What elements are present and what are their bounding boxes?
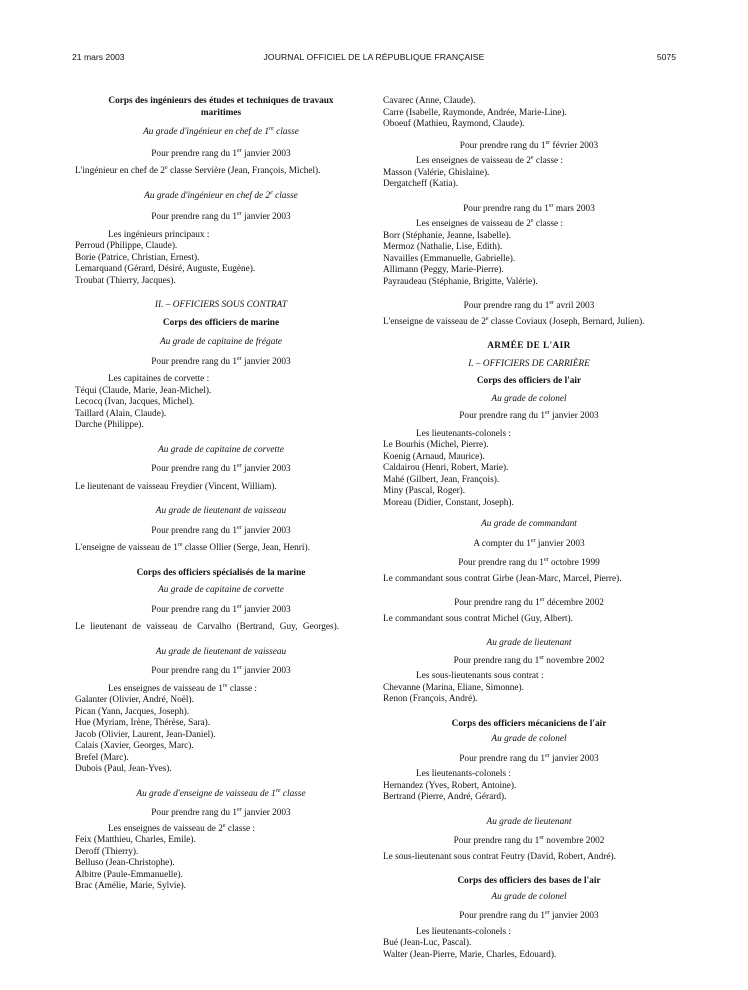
appointment-entry: Le commandant sous contrat Michel (Guy, Albert).	[383, 613, 573, 624]
name-entry: Darche (Philippe).	[75, 420, 144, 430]
grade-heading: Au grade de lieutenant de vaisseau	[155, 646, 287, 657]
name-entry: Caldairou (Henri, Robert, Marie).	[383, 463, 509, 473]
name-entry: Bertrand (Pierre, André, Gérard).	[383, 792, 507, 802]
name-entry: Walter (Jean-Pierre, Marie, Charles, Edouard).	[383, 949, 557, 960]
name-entry: Troubat (Thierry, Jacques).	[75, 275, 176, 286]
army-title: ARMÉE DE L'AIR	[487, 341, 571, 351]
list-label: Les enseignes de vaisseau de 2e classe :	[108, 822, 255, 834]
list-label: Les capitaines de corvette :	[108, 374, 210, 384]
rank-date: Pour prendre rang du 1er janvier 2003	[459, 409, 599, 421]
name-entry: Cavarec (Anne, Claude).	[383, 96, 476, 106]
appointment-entry: L'enseigne de vaisseau de 1re classe Ollier (Serge, Jean, Henri).	[75, 541, 310, 553]
rank-date: Pour prendre rang du 1er janvier 2003	[151, 603, 291, 615]
name-entry: Navailles (Emmanuelle, Gabrielle).	[383, 253, 516, 264]
list-label: Les lieutenants-colonels :	[416, 769, 512, 779]
name-entry: Albitre (Paule-Emmanuelle).	[75, 869, 183, 880]
appointment-entry: Le sous-lieutenant sous contrat Feutry (David, Robert, André).	[383, 851, 616, 862]
name-entry: Borie (Patrice, Christian, Ernest).	[75, 252, 200, 263]
header-date: 21 mars 2003	[72, 52, 125, 62]
corps-title: Corps des officiers de marine	[162, 317, 280, 328]
name-entry: Feix (Matthieu, Charles, Emile).	[75, 835, 196, 845]
appointment-entry: Le lieutenant de vaisseau de Carvalho (Bertrand, Guy, Georges).	[75, 622, 340, 632]
name-entry: Renon (François, André).	[383, 694, 478, 704]
name-entry: Jacob (Olivier, Laurent, Jean-Daniel).	[75, 729, 216, 740]
name-entry: Hernandez (Yves, Robert, Antoine).	[383, 780, 517, 791]
grade-heading: Au grade d'ingénieur en chef de 1re classe	[143, 125, 299, 137]
name-entry: Bué (Jean-Luc, Pascal).	[383, 938, 472, 948]
appointment-entry: Le lieutenant de vaisseau Freydier (Vincent, William).	[75, 481, 277, 492]
name-entry: Deroff (Thierry).	[75, 846, 139, 857]
grade-heading: Au grade de colonel	[491, 734, 567, 744]
name-entry: Masson (Valérie, Ghislaine).	[383, 167, 490, 178]
name-entry: Dergatcheff (Katia).	[383, 179, 459, 189]
rank-date: Pour prendre rang du 1er janvier 2003	[151, 210, 291, 222]
corps-title: Corps des officiers mécaniciens de l'air	[451, 718, 607, 729]
name-entry: Koenig (Arnaud, Maurice).	[383, 451, 485, 462]
appointment-entry: L'enseigne de vaisseau de 2e classe Coviaux (Joseph, Bernard, Julien).	[383, 315, 645, 327]
rank-date: Pour prendre rang du 1er novembre 2002	[453, 654, 605, 666]
name-entry: Mermoz (Nathalie, Lise, Edith).	[383, 242, 503, 252]
name-entry: Mahé (Gilbert, Jean, François).	[383, 474, 500, 485]
left-column	[75, 96, 367, 893]
right-column	[383, 96, 675, 961]
list-label: Les sous-lieutenants sous contrat :	[416, 671, 544, 681]
name-entry: Brefel (Marc).	[75, 752, 129, 763]
name-entry: Perroud (Philippe, Claude).	[75, 241, 178, 251]
rank-date: Pour prendre rang du 1er janvier 2003	[151, 664, 291, 676]
rank-date: Pour prendre rang du 1er janvier 2003	[151, 806, 291, 818]
appointment-entry: Le commandant sous contrat Girbe (Jean-Marc, Marcel, Pierre).	[383, 573, 622, 584]
name-entry: Calais (Xavier, Georges, Marc).	[75, 741, 194, 751]
name-entry: Payraudeau (Stéphanie, Brigitte, Valérie).	[383, 276, 538, 287]
name-entry: Brac (Amélie, Marie, Sylvie).	[75, 881, 187, 891]
corps-title: Corps des officiers spécialisés de la marine	[136, 567, 306, 578]
section-heading: I. – OFFICIERS DE CARRIÈRE	[468, 358, 590, 369]
corps-title: Corps des officiers des bases de l'air	[457, 876, 601, 886]
list-label: Les enseignes de vaisseau de 1re classe :	[108, 682, 257, 694]
appointment-entry: L'ingénieur en chef de 2e classe Servière (Jean, François, Michel).	[75, 164, 321, 176]
name-entry: Lemarquand (Gérard, Désiré, Auguste, Eugène).	[75, 264, 256, 274]
name-entry: Hue (Myriam, Irène, Thérèse, Sara).	[75, 718, 211, 728]
name-entry: Lecocq (Ivan, Jacques, Michel).	[75, 397, 195, 407]
name-entry: Moreau (Didier, Constant, Joseph).	[383, 497, 514, 508]
corps-title: Corps des officiers de l'air	[476, 376, 582, 386]
effective-date: A compter du 1er janvier 2003	[473, 537, 585, 549]
name-entry: Oboeuf (Mathieu, Raymond, Claude).	[383, 119, 525, 129]
section-heading: II. – OFFICIERS SOUS CONTRAT	[154, 300, 288, 310]
grade-heading: Au grade d'enseigne de vaisseau de 1re classe	[136, 787, 306, 799]
name-entry: Chevanne (Marina, Eliane, Simonne).	[383, 682, 524, 693]
rank-date: Pour prendre rang du 1er janvier 2003	[151, 462, 291, 474]
rank-date: Pour prendre rang du 1er janvier 2003	[151, 355, 291, 367]
rank-date: Pour prendre rang du 1er février 2003	[459, 139, 599, 151]
name-entry: Pican (Yann, Jacques, Joseph).	[75, 706, 190, 717]
list-label: Les enseignes de vaisseau de 2e classe :	[416, 154, 563, 166]
header-page-number: 5075	[656, 52, 676, 62]
grade-heading: Au grade de lieutenant	[486, 816, 572, 827]
rank-date: Pour prendre rang du 1er janvier 2003	[459, 752, 599, 764]
rank-date: Pour prendre rang du 1er janvier 2003	[459, 909, 599, 921]
rank-date: Pour prendre rang du 1er octobre 1999	[458, 556, 600, 568]
grade-heading: Au grade de capitaine de frégate	[159, 337, 283, 347]
rank-date: Pour prendre rang du 1er janvier 2003	[151, 524, 291, 536]
page-header	[72, 52, 676, 66]
rank-date: Pour prendre rang du 1er janvier 2003	[151, 147, 291, 159]
rank-date: Pour prendre rang du 1er novembre 2002	[453, 834, 605, 846]
list-label: Les lieutenants-colonels :	[416, 926, 512, 937]
list-label: Les ingénieurs principaux :	[108, 229, 210, 240]
list-label: Les lieutenants-colonels :	[416, 428, 512, 439]
rank-date: Pour prendre rang du 1er décembre 2002	[454, 596, 604, 608]
grade-heading: Au grade de colonel	[491, 891, 567, 902]
corps-ingenieurs-title: Corps des ingénieurs des études et techniques de travaux maritimes	[108, 96, 334, 118]
name-entry: Borr (Stéphanie, Jeanne, Isabelle).	[383, 230, 512, 241]
grade-heading: Au grade d'ingénieur en chef de 2e classe	[144, 189, 298, 201]
grade-heading: Au grade de colonel	[491, 393, 567, 404]
name-entry: Dubois (Paul, Jean-Yves).	[75, 764, 172, 774]
name-entry: Allimann (Peggy, Marie-Pierre).	[383, 265, 504, 275]
grade-heading: Au grade de capitaine de corvette	[158, 444, 284, 455]
rank-date: Pour prendre rang du 1er avril 2003	[463, 299, 595, 311]
grade-heading: Au grade de lieutenant de vaisseau	[155, 506, 287, 516]
name-entry: Belluso (Jean-Christophe).	[75, 858, 175, 868]
name-entry: Téqui (Claude, Marie, Jean-Michel).	[75, 385, 212, 396]
grade-heading: Au grade de capitaine de corvette	[158, 585, 284, 595]
header-title: JOURNAL OFFICIEL DE LA RÉPUBLIQUE FRANÇAISE	[263, 52, 485, 62]
name-entry: Taillard (Alain, Claude).	[75, 408, 167, 419]
name-entry: Galanter (Olivier, André, Noël).	[75, 695, 194, 705]
name-entry: Carre (Isabelle, Raymonde, Andrée, Marie-Line).	[383, 107, 567, 118]
grade-heading: Au grade de commandant	[481, 519, 577, 529]
rank-date: Pour prendre rang du 1er mars 2003	[463, 202, 595, 214]
name-entry: Le Bourhis (Michel, Pierre).	[383, 440, 489, 450]
list-label: Les enseignes de vaisseau de 2e classe :	[416, 217, 563, 229]
name-entry: Miny (Pascal, Roger).	[383, 486, 466, 496]
grade-heading: Au grade de lieutenant	[486, 638, 572, 648]
